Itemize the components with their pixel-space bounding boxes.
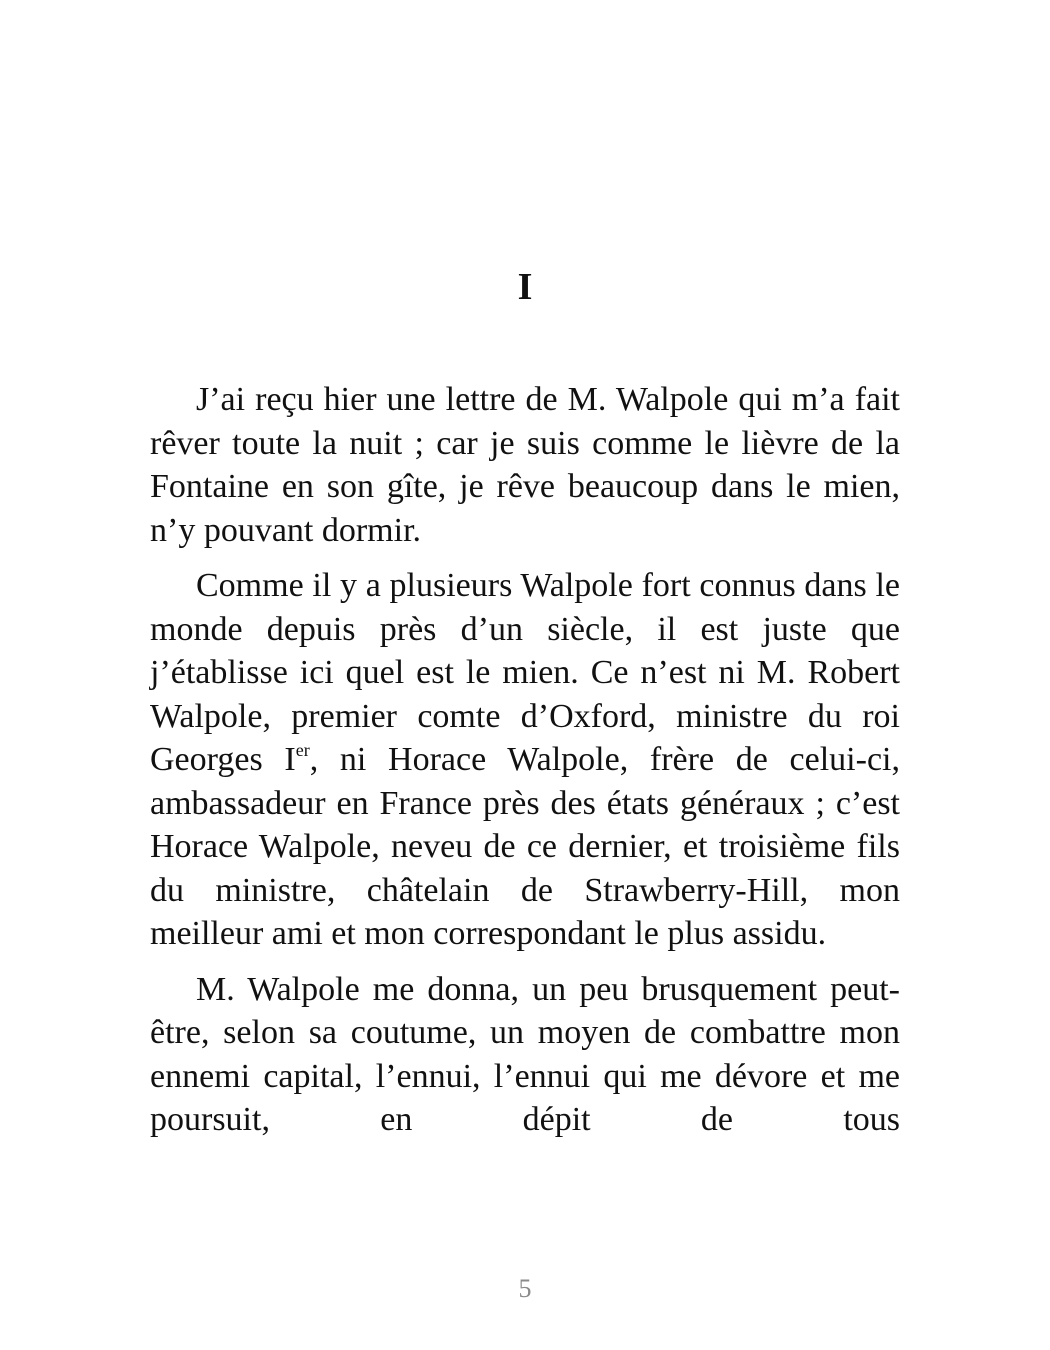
- page-number: 5: [518, 1274, 532, 1303]
- ordinal-superscript: er: [295, 739, 310, 760]
- chapter-heading: I: [517, 266, 533, 308]
- paragraph-2: [150, 564, 900, 956]
- body-text: [150, 378, 900, 1154]
- paragraph-2-text-end: , ni Horace Walpole, frère de celui-ci, ambassadeur en France près des états généraux ; c’est Horace Walpole, neveu de ce dernier, et troisième fils du ministre, châtelain de Strawberry-Hill, mon meilleur ami et mon correspondant le plus assidu.: [150, 741, 900, 952]
- paragraph-1: J’ai reçu hier une lettre de M. Walpole qui m’a fait rêver toute la nuit ; car je suis comme le lièvre de la Fontaine en son gîte, je rêve beaucoup dans le mien, n’y pouvant dormir.: [150, 381, 900, 549]
- paragraph-3: M. Walpole me donna, un peu brusquement peut-être, selon sa coutume, un moyen de combattre mon ennemi capital, l’ennui, l’ennui qui me dévore et me poursuit, en dépit de tous: [150, 970, 900, 1138]
- paragraph-2-text-start: Comme il y a plusieurs Walpole fort connus dans le monde depuis près d’un siècle, il est juste que j’établisse ici quel est le mien. Ce n’est ni M. Robert Walpole, premier comte d’Oxford, ministre du roi Georges I: [150, 567, 900, 778]
